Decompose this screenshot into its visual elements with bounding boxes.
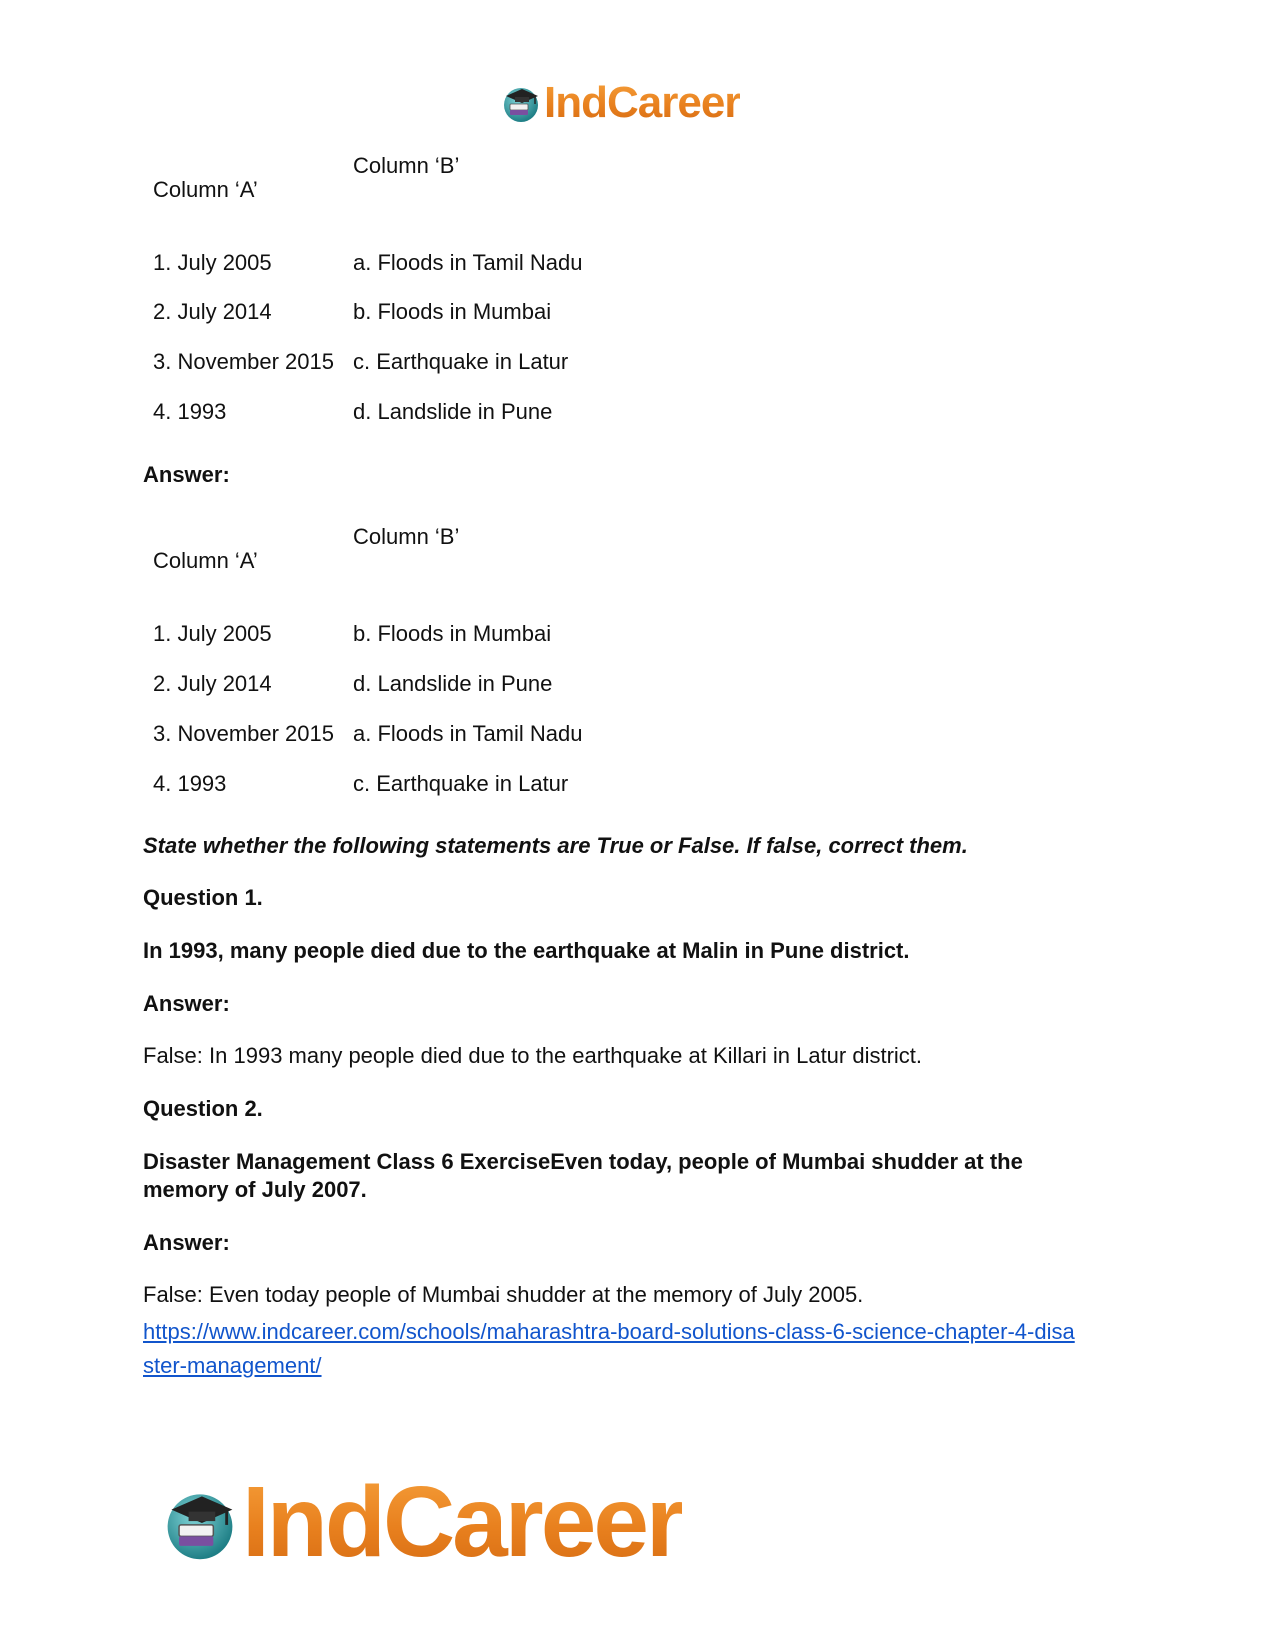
- question-1-answer: False: In 1993 many people died due to the earthquake at Killari in Latur district.: [143, 1043, 923, 1068]
- table1-col-b-header: Column ‘B’: [353, 153, 460, 178]
- table2-col-a-header: Column ‘A’: [153, 548, 258, 573]
- brand-name: IndCareer: [242, 1466, 682, 1578]
- table1-row-1-a: 1. July 2005: [153, 250, 272, 275]
- question-2-answer-label: Answer:: [143, 1230, 230, 1255]
- table2-row-2-a: 2. July 2014: [153, 671, 272, 696]
- table1-row-4-a: 4. 1993: [153, 399, 227, 424]
- graduation-globe-icon: [160, 1483, 240, 1563]
- question-1-answer-label: Answer:: [143, 991, 230, 1016]
- question-1-label: Question 1.: [143, 885, 263, 910]
- source-link-line-2[interactable]: ster-management/: [143, 1353, 322, 1378]
- table2-row-3-b: a. Floods in Tamil Nadu: [353, 721, 583, 746]
- table1-row-2-a: 2. July 2014: [153, 299, 272, 324]
- question-2-label: Question 2.: [143, 1096, 263, 1121]
- table2-row-1-a: 1. July 2005: [153, 621, 272, 646]
- table2-row-4-a: 4. 1993: [153, 771, 227, 796]
- table1-row-2-b: b. Floods in Mumbai: [353, 299, 552, 324]
- table2-row-4-b: c. Earthquake in Latur: [353, 771, 569, 796]
- footer-logo: [160, 1465, 682, 1580]
- question-2-answer: False: Even today people of Mumbai shudder at the memory of July 2005.: [143, 1282, 864, 1307]
- table2-col-b-header: Column ‘B’: [353, 524, 460, 549]
- table2-row-3-a: 3. November 2015: [153, 721, 334, 746]
- instruction-heading: State whether the following statements are True or False. If false, correct them.: [143, 833, 968, 858]
- question-2-text-line-2: memory of July 2007.: [143, 1177, 367, 1202]
- table2-row-2-b: d. Landslide in Pune: [353, 671, 553, 696]
- question-2-text-line-1: Disaster Management Class 6 ExerciseEven today, people of Mumbai shudder at the: [143, 1149, 1023, 1174]
- brand-name: IndCareer: [544, 78, 741, 127]
- table1-row-3-b: c. Earthquake in Latur: [353, 349, 569, 374]
- table1-row-3-a: 3. November 2015: [153, 349, 334, 374]
- graduation-globe-icon: [500, 82, 542, 124]
- table1-col-a-header: Column ‘A’: [153, 177, 258, 202]
- table1-row-1-b: a. Floods in Tamil Nadu: [353, 250, 583, 275]
- source-link-line-1[interactable]: https://www.indcareer.com/schools/maharashtra-board-solutions-class-6-science-chapter-4-disa: [143, 1319, 1075, 1344]
- table2-row-1-b: b. Floods in Mumbai: [353, 621, 552, 646]
- answer-label-1: Answer:: [143, 462, 230, 487]
- header-logo: [500, 78, 740, 128]
- question-1-text: In 1993, many people died due to the earthquake at Malin in Pune district.: [143, 938, 910, 963]
- table1-row-4-b: d. Landslide in Pune: [353, 399, 553, 424]
